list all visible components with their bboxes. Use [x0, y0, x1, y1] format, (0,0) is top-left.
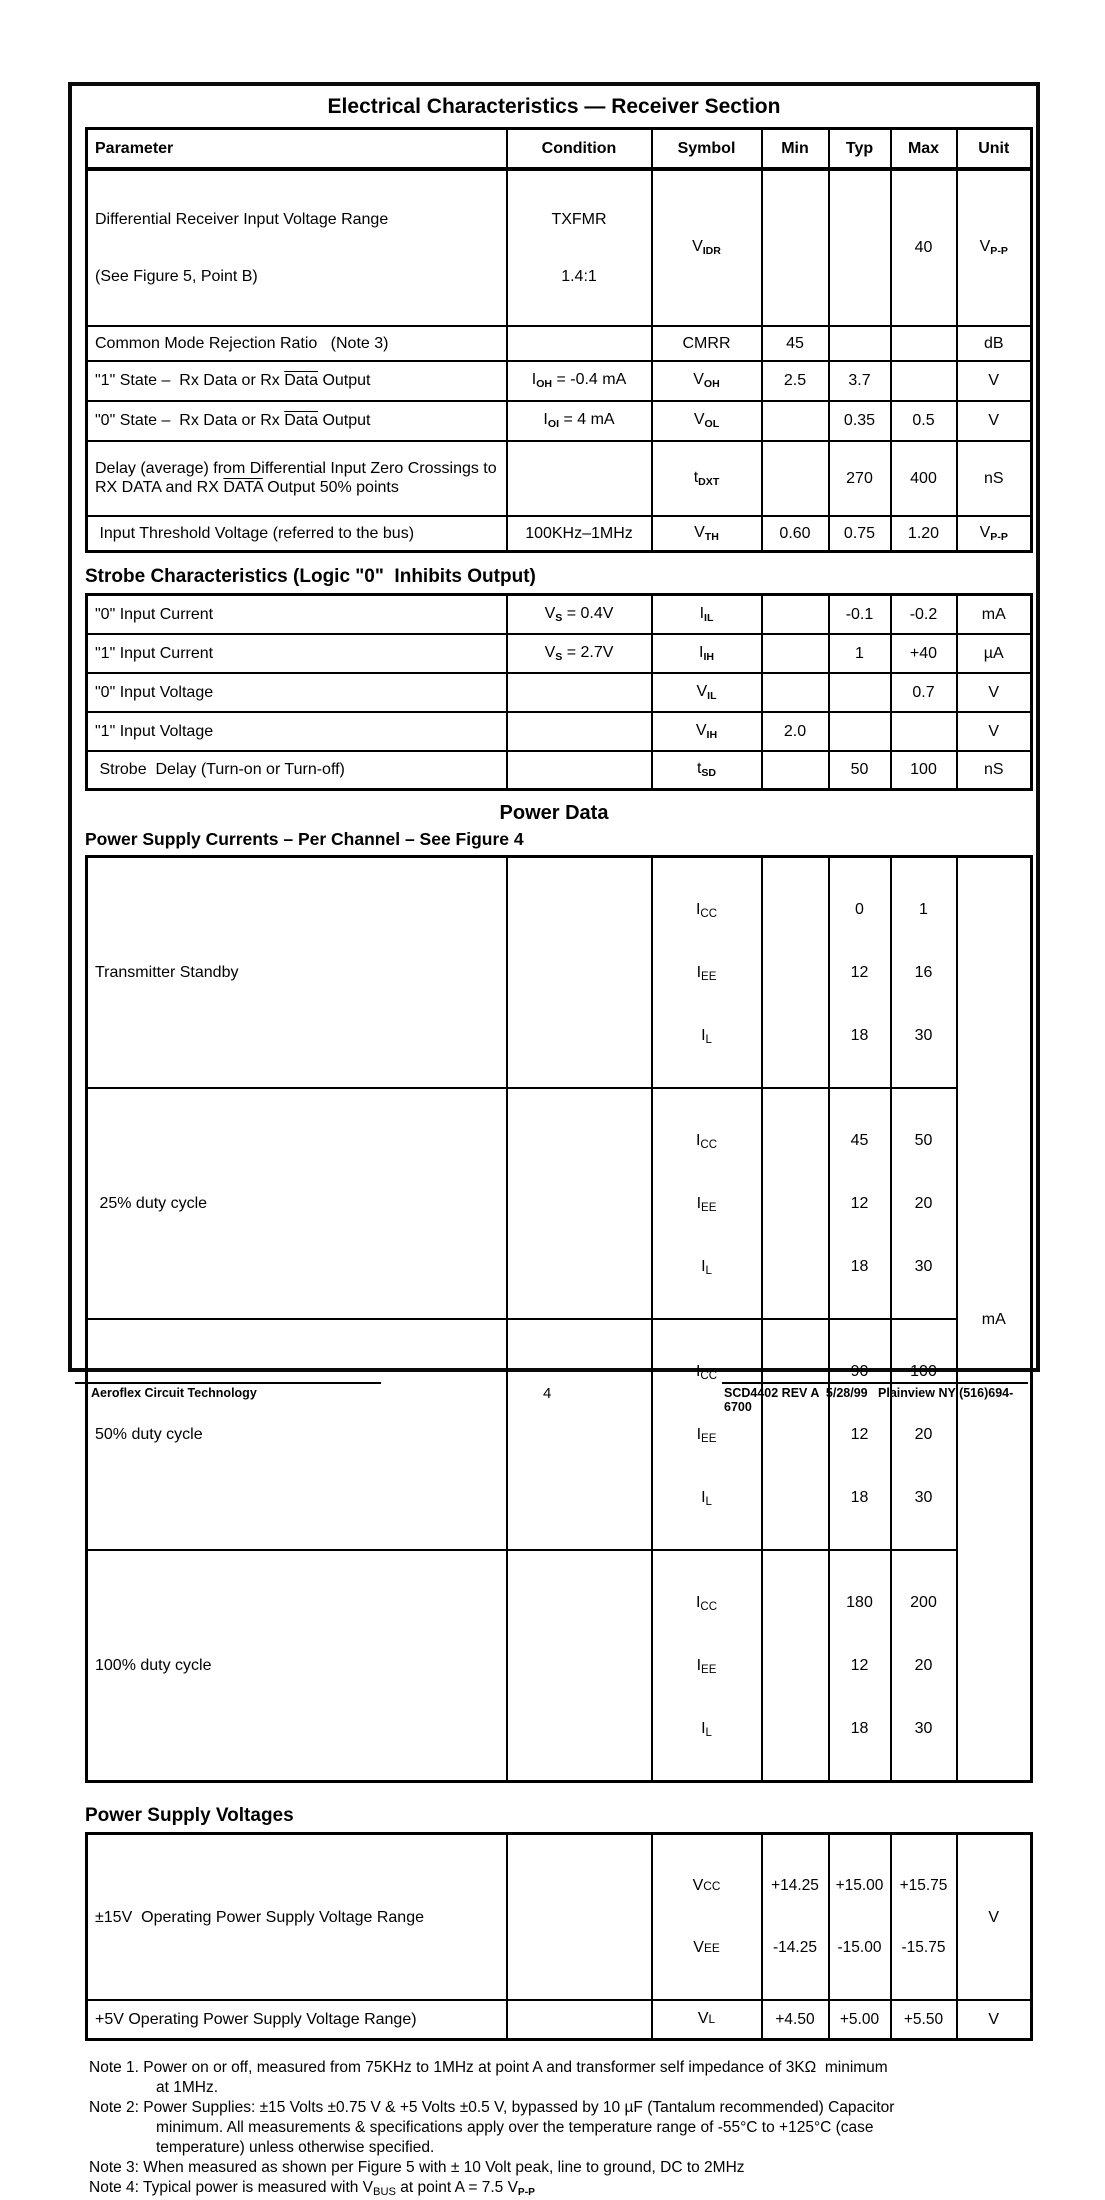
unit-cell: nS [957, 751, 1032, 790]
condition-cell [507, 1319, 652, 1550]
power-voltages-table [85, 1832, 1033, 2041]
cell-line: 100 [910, 1363, 937, 1380]
power-currents-table [85, 855, 1033, 1783]
table-row [87, 673, 1032, 712]
max-cell: 100 [891, 751, 957, 790]
max-cell: 0.5 [891, 401, 957, 441]
cell-line: 18 [850, 1489, 869, 1506]
max-cell [891, 326, 957, 361]
cell-line: 12 [850, 1195, 869, 1212]
note-4: Note 4: Typical power is measured with $V_{BUS}$ at point A = 7.5 VP-P [89, 2178, 535, 2198]
cell-line: $I_{EE}$ [696, 964, 717, 984]
cell-line: VCC [692, 1877, 721, 1894]
condition-cell: VS = 0.4V [507, 595, 652, 634]
symbol-cell: VTH [652, 516, 762, 552]
typ-cell: 0.35 [829, 401, 891, 441]
cell-line: 1 [919, 901, 928, 918]
cell-line: Differential Receiver Input Voltage Range [95, 210, 389, 228]
table-row [87, 595, 1032, 634]
cell-line: 18 [850, 1027, 869, 1044]
unit-cell: mA [957, 595, 1032, 634]
cell-line: 20 [914, 1657, 933, 1674]
typ-cell: +5.00 [829, 2000, 891, 2039]
unit-cell: V [957, 712, 1032, 751]
symbol-cell: VL [652, 2000, 762, 2039]
min-cell [762, 1550, 829, 1782]
min-cell [762, 401, 829, 441]
param-cell: "0" State – Rx Data or Rx Data Output [87, 401, 507, 441]
condition-cell [507, 1834, 652, 2001]
typ-cell [829, 673, 891, 712]
typ-cell: 3.7 [829, 361, 891, 401]
typ-cell [829, 326, 891, 361]
symbol-cell: VOL [652, 401, 762, 441]
col-header-unit: Unit [957, 129, 1032, 169]
cell-line: 30 [914, 1720, 933, 1737]
table-row [87, 401, 1032, 441]
cell-line: 16 [914, 964, 933, 981]
table-row [87, 441, 1032, 516]
cell-line: 0 [855, 901, 864, 918]
max-cell [891, 1319, 957, 1550]
footer-page-number: 4 [543, 1385, 552, 1402]
min-cell: +4.50 [762, 2000, 829, 2039]
table-row [87, 751, 1032, 790]
cell-line: $I_{CC}$ [695, 1594, 718, 1614]
table-row [87, 169, 1032, 326]
symbol-cell [652, 1550, 762, 1782]
table-row [87, 2000, 1032, 2039]
col-header-condition: Condition [507, 129, 652, 169]
cell-line: 1.4:1 [561, 267, 597, 285]
table-row [87, 1319, 1032, 1550]
min-cell [762, 857, 829, 1089]
note-3: Note 3: When measured as shown per Figure 5 with ± 10 Volt peak, line to ground, DC to 2MHz [89, 2158, 745, 2176]
cell-line: $I_{EE}$ [696, 1195, 717, 1215]
param-cell: "0" Input Current [87, 595, 507, 634]
cell-line: 50 [914, 1132, 933, 1149]
col-header-symbol: Symbol [652, 129, 762, 169]
max-cell: +40 [891, 634, 957, 673]
min-cell [762, 751, 829, 790]
cell-line: $I_{EE}$ [696, 1426, 717, 1446]
unit-cell: V [957, 401, 1032, 441]
cell-line: 18 [850, 1258, 869, 1275]
condition-cell: 100KHz–1MHz [507, 516, 652, 552]
max-cell [891, 1550, 957, 1782]
footer-company: Aeroflex Circuit Technology [75, 1382, 381, 1400]
notes-block [89, 2058, 1039, 2200]
typ-cell [829, 1550, 891, 1782]
note-2-cont: minimum. All measurements & specifications apply over the temperature range of -55°C to +125°C (case [156, 2118, 874, 2136]
receiver-table [85, 127, 1033, 553]
cell-line: 20 [914, 1195, 933, 1212]
cell-line: +15.75 [899, 1877, 948, 1894]
power-data-heading: Power Data [499, 802, 609, 824]
unit-cell: mA [957, 857, 1032, 1782]
min-cell: 2.0 [762, 712, 829, 751]
min-cell [762, 673, 829, 712]
note-2: Note 2: Power Supplies: ±15 Volts ±0.75 V & +5 Volts ±0.5 V, bypassed by 10 µF (Tantalum recommended) Capacitor [89, 2098, 895, 2116]
param-cell: Input Threshold Voltage (referred to the bus) [87, 516, 507, 552]
condition-cell [507, 712, 652, 751]
note-1: Note 1. Power on or off, measured from 75KHz to 1MHz at point A and transformer self impedance of 3KΩ minimum [89, 2058, 888, 2076]
footer-doc-reference: SCD4402 REV A 5/28/99 Plainview NY (516)694-6700 [722, 1382, 1028, 1414]
cell-line: 12 [850, 964, 869, 981]
param-cell: +5V Operating Power Supply Voltage Range) [87, 2000, 507, 2039]
cell-line: 18 [850, 1720, 869, 1737]
table-row [87, 1088, 1032, 1319]
condition-cell: IOI = 4 mA [507, 401, 652, 441]
note-2-cont: temperature) unless otherwise specified. [156, 2138, 435, 2156]
unit-cell: V [957, 673, 1032, 712]
condition-cell [507, 751, 652, 790]
header-row [87, 129, 1032, 169]
strobe-table [85, 593, 1033, 791]
cell-line: 90 [850, 1363, 869, 1380]
condition-cell [507, 169, 652, 326]
unit-cell: nS [957, 441, 1032, 516]
typ-cell: -0.1 [829, 595, 891, 634]
min-cell [762, 441, 829, 516]
min-cell: 45 [762, 326, 829, 361]
cell-line: 12 [850, 1657, 869, 1674]
typ-cell: 270 [829, 441, 891, 516]
typ-cell [829, 1319, 891, 1550]
typ-cell: 0.75 [829, 516, 891, 552]
table-row [87, 1834, 1032, 2001]
symbol-cell: VIL [652, 673, 762, 712]
table-row [87, 857, 1032, 1089]
condition-cell [507, 326, 652, 361]
typ-cell: 50 [829, 751, 891, 790]
symbol-cell [652, 1834, 762, 2001]
condition-cell: VS = 2.7V [507, 634, 652, 673]
cell-line: +14.25 [771, 1877, 819, 1894]
table-row [87, 634, 1032, 673]
table-row [87, 1550, 1032, 1782]
param-cell: "1" Input Voltage [87, 712, 507, 751]
cell-line: TXFMR [551, 210, 607, 228]
cell-line: $I_L$ [701, 1720, 712, 1740]
col-header-min: Min [762, 129, 829, 169]
cell-line: -14.25 [773, 1939, 817, 1956]
cell-line: 200 [910, 1594, 937, 1611]
max-cell [891, 1088, 957, 1319]
cell-line: 180 [846, 1594, 873, 1611]
cell-line: $I_{EE}$ [696, 1657, 717, 1677]
typ-cell [829, 857, 891, 1089]
unit-cell: µA [957, 634, 1032, 673]
min-cell [762, 1319, 829, 1550]
page-title: Electrical Characteristics — Receiver Section [327, 95, 781, 118]
condition-cell [507, 2000, 652, 2039]
table-row [87, 516, 1032, 552]
param-cell [87, 169, 507, 326]
symbol-cell: tSD [652, 751, 762, 790]
cell-line: VEE [693, 1939, 720, 1956]
param-cell: 25% duty cycle [87, 1088, 507, 1319]
min-cell [762, 169, 829, 326]
param-cell: "0" Input Voltage [87, 673, 507, 712]
condition-cell [507, 857, 652, 1089]
min-cell [762, 634, 829, 673]
strobe-section-heading: Strobe Characteristics (Logic "0" Inhibits Output) [85, 566, 536, 587]
param-cell: Common Mode Rejection Ratio (Note 3) [87, 326, 507, 361]
max-cell [891, 361, 957, 401]
min-cell [762, 595, 829, 634]
unit-cell: VP-P [957, 516, 1032, 552]
cell-line: 30 [914, 1489, 933, 1506]
max-cell: 1.20 [891, 516, 957, 552]
symbol-cell: VIH [652, 712, 762, 751]
typ-cell: 1 [829, 634, 891, 673]
min-cell: 0.60 [762, 516, 829, 552]
unit-cell: VP-P [957, 169, 1032, 326]
cell-line: +15.00 [835, 1877, 884, 1894]
cell-line: -15.75 [901, 1939, 946, 1956]
cell-line: $I_{CC}$ [695, 901, 718, 921]
min-cell [762, 1834, 829, 2001]
unit-cell: V [957, 1834, 1032, 2001]
cell-line: 12 [850, 1426, 869, 1443]
symbol-cell: IIL [652, 595, 762, 634]
max-cell: -0.2 [891, 595, 957, 634]
symbol-cell [652, 1088, 762, 1319]
cell-line: 30 [914, 1258, 933, 1275]
param-cell: Transmitter Standby [87, 857, 507, 1089]
typ-cell [829, 1088, 891, 1319]
cell-line: 30 [914, 1027, 933, 1044]
param-cell: 50% duty cycle [87, 1319, 507, 1550]
unit-cell: V [957, 2000, 1032, 2039]
symbol-cell [652, 857, 762, 1089]
cell-line: 45 [850, 1132, 869, 1149]
page-footer [0, 1382, 1105, 1412]
typ-cell [829, 1834, 891, 2001]
col-header-max: Max [891, 129, 957, 169]
max-cell [891, 857, 957, 1089]
unit-cell: dB [957, 326, 1032, 361]
condition-cell [507, 673, 652, 712]
symbol-cell: VOH [652, 361, 762, 401]
cell-line: 20 [914, 1426, 933, 1443]
table-row [87, 712, 1032, 751]
max-cell [891, 712, 957, 751]
param-cell: "1" Input Current [87, 634, 507, 673]
max-cell [891, 1834, 957, 2001]
symbol-cell: IIH [652, 634, 762, 673]
param-cell: "1" State – Rx Data or Rx Data Output [87, 361, 507, 401]
param-cell: ±15V Operating Power Supply Voltage Range [87, 1834, 507, 2001]
power-currents-heading: Power Supply Currents – Per Channel – See Figure 4 [85, 829, 524, 849]
cell-line: $I_{CC}$ [695, 1363, 718, 1383]
unit-cell: V [957, 361, 1032, 401]
col-header-typ: Typ [829, 129, 891, 169]
symbol-cell: CMRR [652, 326, 762, 361]
max-cell: 0.7 [891, 673, 957, 712]
table-row [87, 326, 1032, 361]
symbol-cell: tDXT [652, 441, 762, 516]
param-cell: Delay (average) from Differential Input Zero Crossings to RX DATA and RX DATA Output 50% points [87, 441, 507, 516]
condition-cell [507, 1088, 652, 1319]
param-cell: Strobe Delay (Turn-on or Turn-off) [87, 751, 507, 790]
note-1-cont: at 1MHz. [156, 2078, 219, 2096]
table-row [87, 361, 1032, 401]
cell-line: $I_L$ [701, 1027, 712, 1047]
max-cell: +5.50 [891, 2000, 957, 2039]
col-header-parameter: Parameter [87, 129, 507, 169]
min-cell [762, 1088, 829, 1319]
min-cell: 2.5 [762, 361, 829, 401]
symbol-cell: VIDR [652, 169, 762, 326]
typ-cell [829, 712, 891, 751]
condition-cell [507, 1550, 652, 1782]
voltages-section-heading: Power Supply Voltages [85, 1805, 294, 1826]
cell-line: $I_L$ [701, 1489, 712, 1509]
cell-line: $I_L$ [701, 1258, 712, 1278]
condition-cell: IOH = -0.4 mA [507, 361, 652, 401]
cell-line: (See Figure 5, Point B) [95, 267, 258, 285]
max-cell: 40 [891, 169, 957, 326]
param-cell: 100% duty cycle [87, 1550, 507, 1782]
typ-cell [829, 169, 891, 326]
condition-cell [507, 441, 652, 516]
cell-line: $I_{CC}$ [695, 1132, 718, 1152]
symbol-cell [652, 1319, 762, 1550]
max-cell: 400 [891, 441, 957, 516]
cell-line: -15.00 [837, 1939, 882, 1956]
